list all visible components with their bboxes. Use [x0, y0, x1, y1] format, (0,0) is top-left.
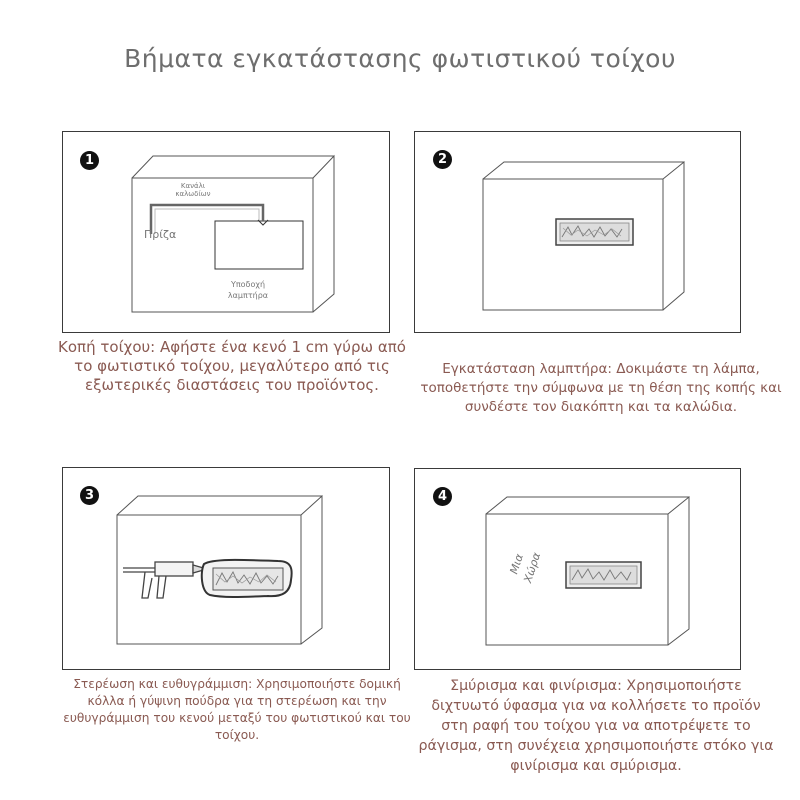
page-title: Βήματα εγκατάστασης φωτιστικού τοίχου [124, 44, 676, 73]
wall-top [483, 162, 684, 179]
wall-top [486, 497, 689, 514]
caulk-gun-icon [123, 562, 207, 598]
step-4-panel [414, 468, 741, 670]
watermark-line-1: Μια [507, 552, 526, 576]
watermark [506, 545, 544, 585]
step-1-caption: Κοπή τοίχου: Αφήστε ένα κενό 1 cm γύρω από το φωτιστικό τοίχου, μεγαλύτερο από τις εξωτερικές διαστάσεις του προϊόντος. [58, 338, 406, 394]
step-2-panel [414, 131, 741, 333]
wall-side [668, 497, 689, 645]
wall-side [301, 496, 322, 644]
lamp-with-adhesive [202, 560, 292, 597]
channel-label-2: καλωδίων [175, 190, 211, 198]
step-2-caption: Εγκατάσταση λαμπτήρα: Δοκιμάστε τη λάμπα, τοποθετήστε την σύμφωνα με τη θέση της κοπής και συνδέστε τον διακόπτη και τα καλώδια. [420, 361, 782, 415]
watermark-line-2: Χώρα [521, 550, 544, 585]
step-4-illustration [415, 469, 740, 669]
holder-label-2: λαμπτήρα [227, 291, 269, 300]
finished-lamp-fixture [566, 562, 641, 588]
step-4-caption: Σμύρισμα και φινίρισμα: Χρησιμοποιήστε διχτυωτό ύφασμα για να κολλήσετε το προϊόν στη ραφή του τοίχου για να αποτρέψετε το ράγισμα, στη συνέχεια χρησιμοποιήστε στόκο για φινίρισμα και σμύρισμα. [418, 678, 774, 774]
wall-side [313, 156, 334, 312]
step-3-caption: Στερέωση και ευθυγράμμιση: Χρησιμοποιήστε δομική κόλλα ή γύψινη πούδρα για τη στερέωση και την ευθυγράμμιση του κενού μεταξύ του φωτιστικού και του τοίχου. [63, 677, 411, 742]
holder-label-1: Υποδοχή [230, 280, 266, 289]
wall-top [132, 156, 334, 178]
lamp-fixture [556, 219, 633, 245]
step-3-number-badge: 3 [80, 486, 99, 505]
step-1-number-badge: 1 [80, 151, 99, 170]
wall-front [132, 178, 313, 312]
wall-top [117, 496, 322, 515]
socket-label: Πρίζα [144, 228, 177, 241]
step-3-illustration [63, 468, 389, 669]
step-1-panel [62, 131, 390, 333]
wall-side [663, 162, 684, 310]
step-1-illustration [63, 132, 389, 332]
step-3-panel [62, 467, 390, 670]
step-2-number-badge: 2 [433, 150, 452, 169]
channel-label-1: Κανάλι [180, 182, 206, 190]
step-4-number-badge: 4 [433, 487, 452, 506]
cutout-rect [215, 221, 303, 269]
step-2-illustration [415, 132, 740, 332]
